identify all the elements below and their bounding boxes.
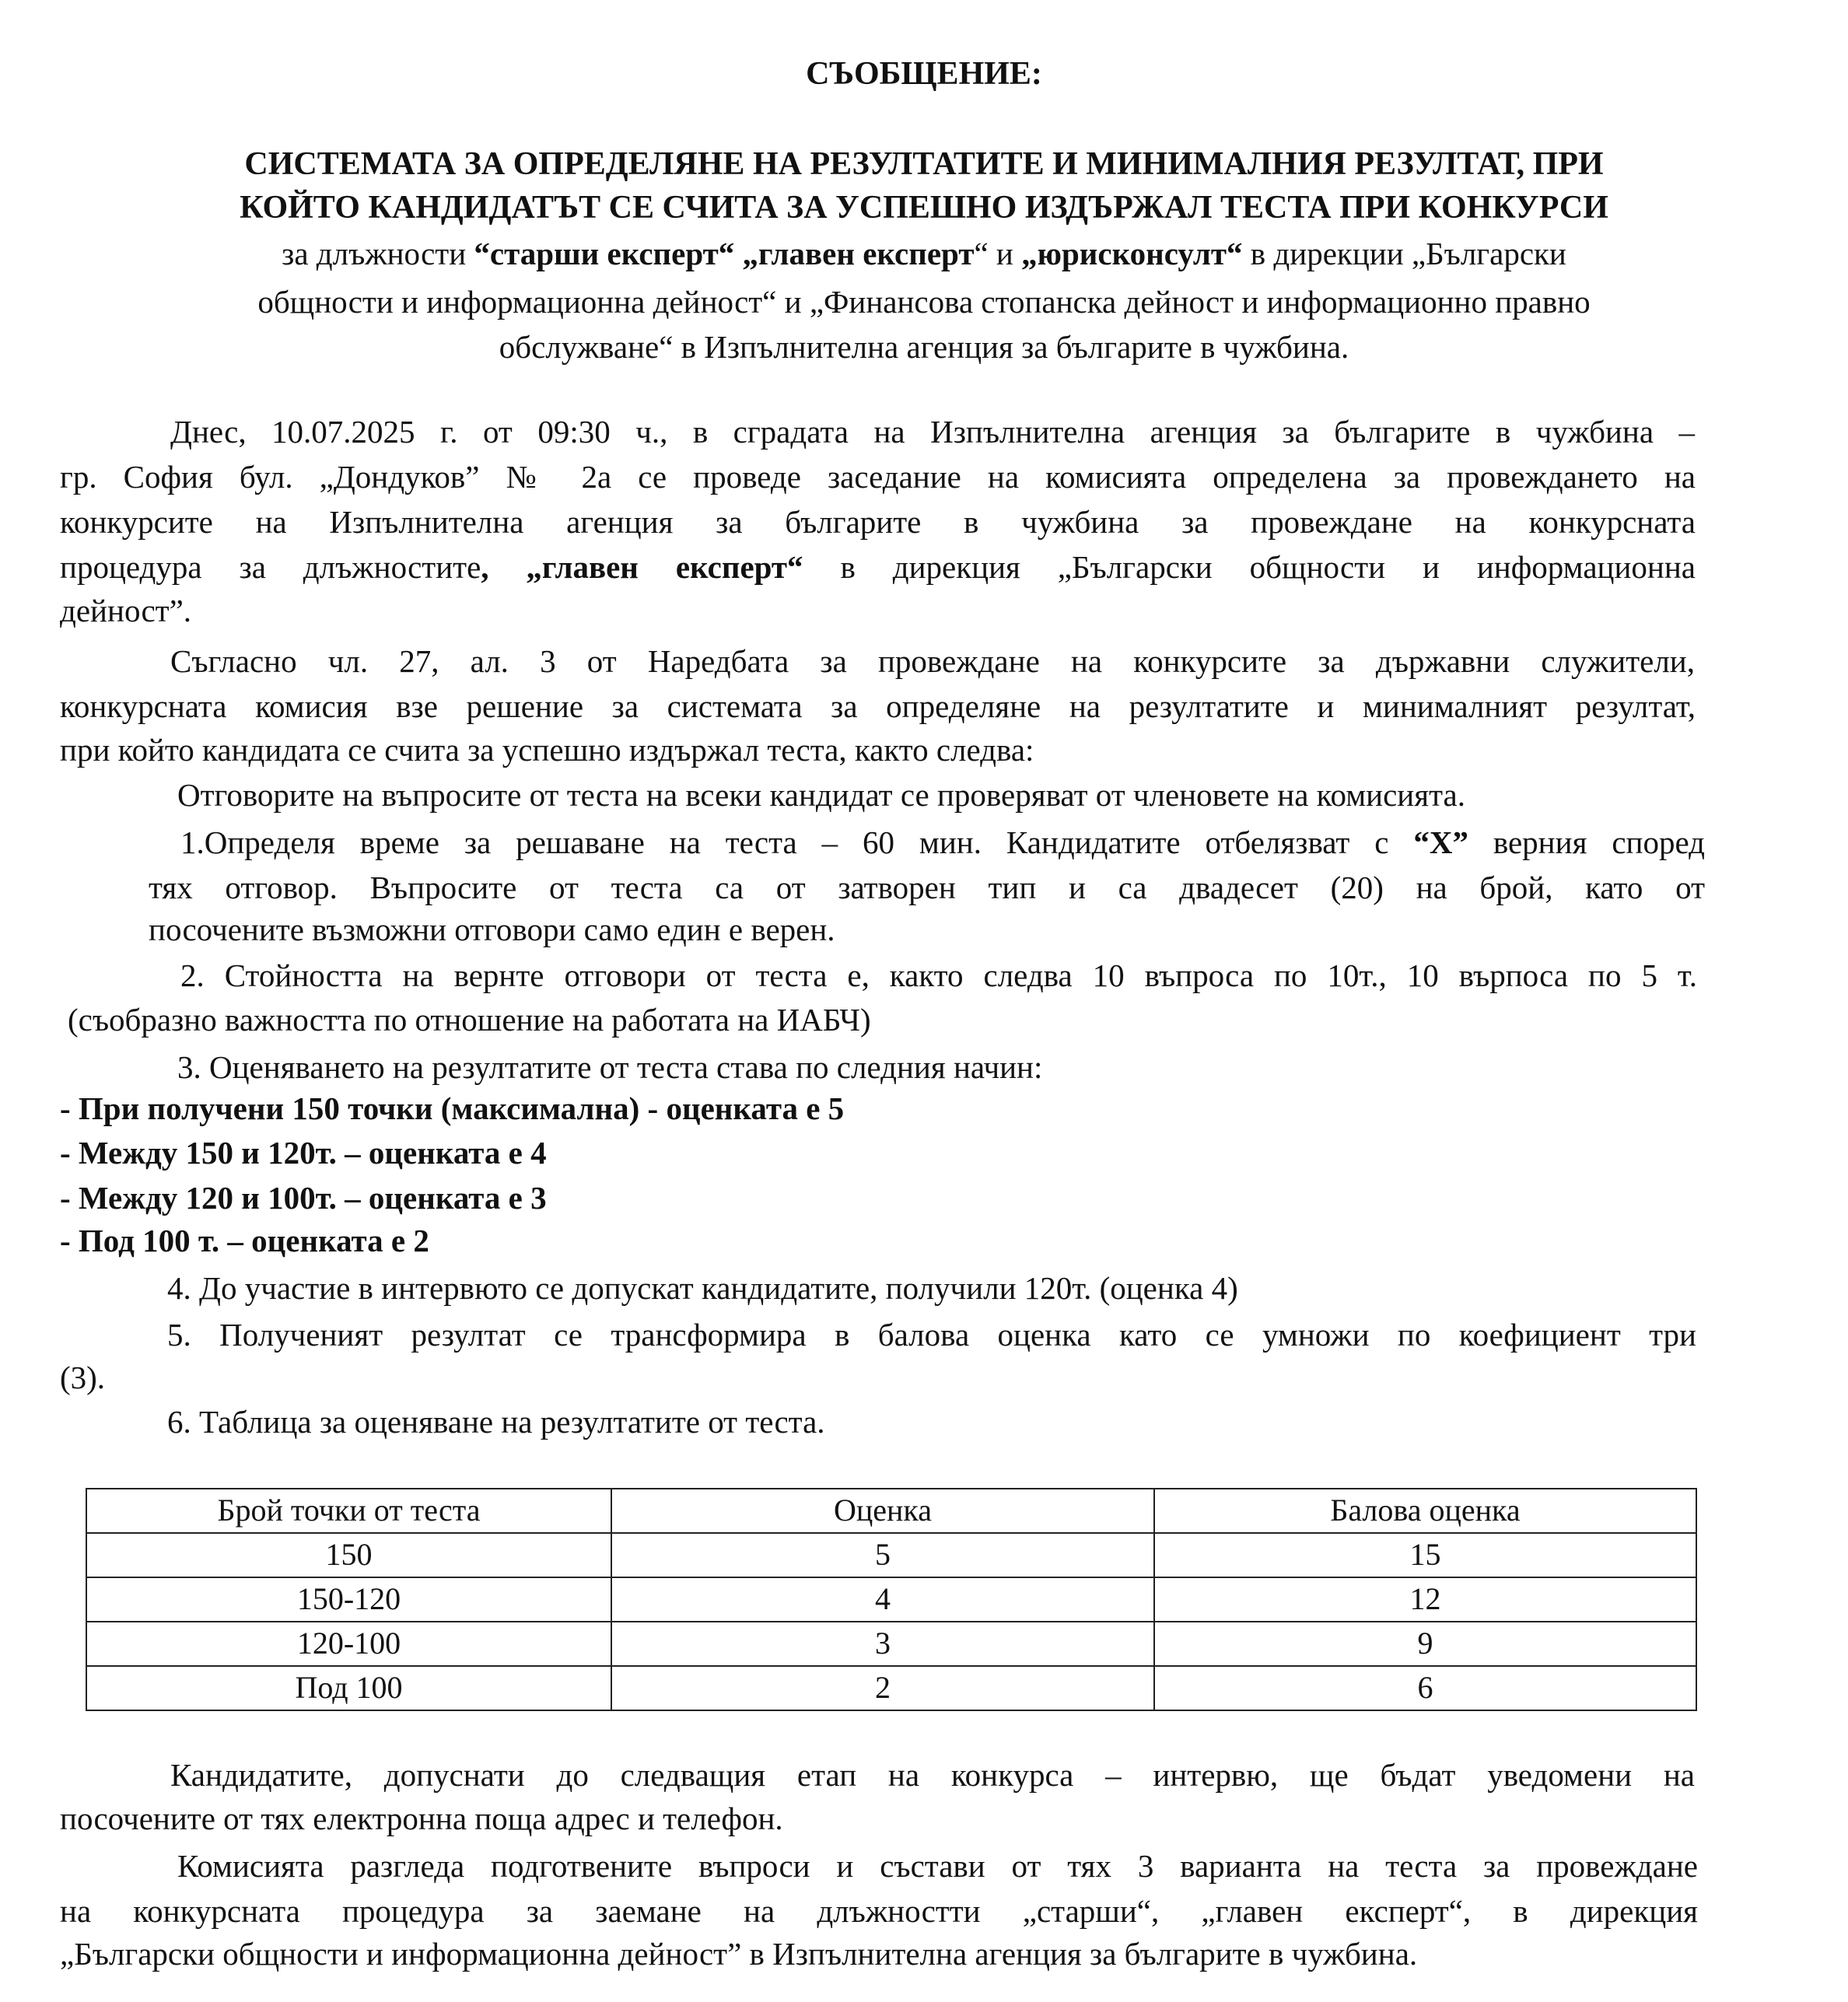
paragraph-3: Отговорите на въпросите от теста на всеки кандидат се проверяват от членовете на комисията. [177,777,1465,813]
grade-line: - Между 120 и 100т. – оценката е 3 [60,1180,547,1216]
item-5-line-1: 5. Полученият резултат се трансформира в балова оценка като се умножи по коефициент три [167,1317,1696,1353]
table-row [86,1622,1696,1666]
paragraph-2-line-1: Съгласно чл. 27, ал. 3 от Наредбата за провеждане на конкурсите за държавни служители, [170,643,1695,679]
subheading-line-3: обслужване“ в Изпълнителна агенция за българите в чужбина. [499,329,1349,365]
score-table [86,1488,1697,1711]
table-cell: 5 [611,1533,1154,1577]
position-legal: „юрисконсулт“ [1021,236,1243,271]
position-bold: , „главен експерт“ [481,549,803,585]
table-cell: 2 [611,1666,1154,1710]
item-text: 1.Определя време за решаване на теста – 60 мин. Кандидатите отбелязват с [180,824,1414,860]
position-names: “старши експерт“ „главен експерт [474,236,975,271]
table-row [86,1533,1696,1577]
heading-line-1: СИСТЕМАТА ЗА ОПРЕДЕЛЯНЕ НА РЕЗУЛТАТИТЕ И МИНИМАЛНИЯ РЕЗУЛТАТ, ПРИ [244,146,1604,182]
paragraph-4-line-1: Кандидатите, допуснати до следващия етап на конкурса – интервю, ще бъдат уведомени на [170,1757,1695,1793]
subheading-line-1 [0,232,1848,275]
item-6: 6. Таблица за оценяване на резултатите от теста. [167,1404,825,1440]
heading-line-2: КОЙТО КАНДИДАТЪТ СЕ СЧИТА ЗА УСПЕШНО ИЗДЪРЖАЛ ТЕСТА ПРИ КОНКУРСИ [240,190,1608,226]
item-1-line-2: тях отговор. Въпросите от теста са от затворен тип и са двадесет (20) на брой, като от [149,870,1705,905]
grade-line: - При получени 150 точки (максимална) - оценката е 5 [60,1090,845,1126]
mark-x: “X” [1413,824,1468,860]
paragraph-1-line-5: дейност”. [60,593,192,628]
paragraph-2-line-3: при който кандидата се счита за успешно издържал теста, както следва: [60,732,1034,768]
paragraph-5-line-3: „Български общности и информационна дейност” в Изпълнителна агенция за българите в чужбина. [60,1936,1418,1972]
table-cell: 4 [611,1577,1154,1622]
subheading-text: за длъжности [282,236,474,271]
table-cell: Под 100 [86,1666,611,1710]
paragraph-1-line-3: конкурсите на Изпълнителна агенция за българите в чужбина за провеждане на конкурсната [60,504,1696,540]
paragraph-text: в дирекция „Български общности и информационна [803,549,1696,585]
document-title: СЪОБЩЕНИЕ: [806,56,1042,92]
item-text: верния според [1468,824,1705,860]
paragraph-2-line-2: конкурсната комисия взе решение за системата за определяне на резултатите и минималният резултат, [60,688,1696,724]
table-header-cell: Оценка [611,1489,1154,1533]
item-5-line-2: (3). [60,1360,106,1395]
table-cell: 15 [1154,1533,1696,1577]
paragraph-5-line-2: на конкурсната процедура за заемане на длъжностти „старши“, „главен експерт“, в дирекция [60,1893,1698,1929]
item-2-line-2: (съобразно важността по отношение на работата на ИАБЧ) [68,1002,871,1038]
subheading-text: “ и [974,236,1022,271]
paragraph-5-line-1: Комисията разгледа подготвените въпроси и състави от тях 3 варианта на теста за провеждане [177,1848,1698,1884]
grade-line: - Под 100 т. – оценката е 2 [60,1223,429,1258]
table-cell: 150 [86,1533,611,1577]
item-1-line-1 [180,821,1705,864]
subheading-text: в дирекции „Български [1242,236,1566,271]
grade-line: - Между 150 и 120т. – оценката е 4 [60,1135,547,1171]
table-cell: 12 [1154,1577,1696,1622]
paragraph-1-line-1: Днес, 10.07.2025 г. от 09:30 ч., в сградата на Изпълнителна агенция за българите в чужбина – [170,414,1695,450]
table-header-row [86,1489,1696,1533]
item-2-line-1: 2. Стойността на вернте отговори от теста е, както следва 10 въпроса по 10т., 10 върпоса по 5 т. [180,957,1697,993]
table-cell: 9 [1154,1622,1696,1666]
item-4: 4. До участие в интервюто се допускат кандидатите, получили 120т. (оценка 4) [167,1270,1238,1306]
table-cell: 6 [1154,1666,1696,1710]
table-row [86,1666,1696,1710]
paragraph-1-line-4 [60,545,1696,589]
paragraph-4-line-2: посочените от тях електронна поща адрес и телефон. [60,1801,783,1836]
table-cell: 150-120 [86,1577,611,1622]
paragraph-text: процедура за длъжностите [60,549,481,585]
table-row [86,1577,1696,1622]
item-3: 3. Оценяването на резултатите от теста става по следния начин: [177,1049,1043,1085]
table-header-cell: Брой точки от теста [86,1489,611,1533]
table-header-cell: Балова оценка [1154,1489,1696,1533]
paragraph-1-line-2: гр. София бул. „Дондуков” № 2а се проведе заседание на комисията определена за провеждането на [60,459,1696,495]
table-cell: 3 [611,1622,1154,1666]
subheading-line-2: общности и информационна дейност“ и „Финансова стопанска дейност и информационно правно [257,284,1591,320]
item-1-line-3: посочените възможни отговори само един е верен. [149,912,835,947]
table-cell: 120-100 [86,1622,611,1666]
